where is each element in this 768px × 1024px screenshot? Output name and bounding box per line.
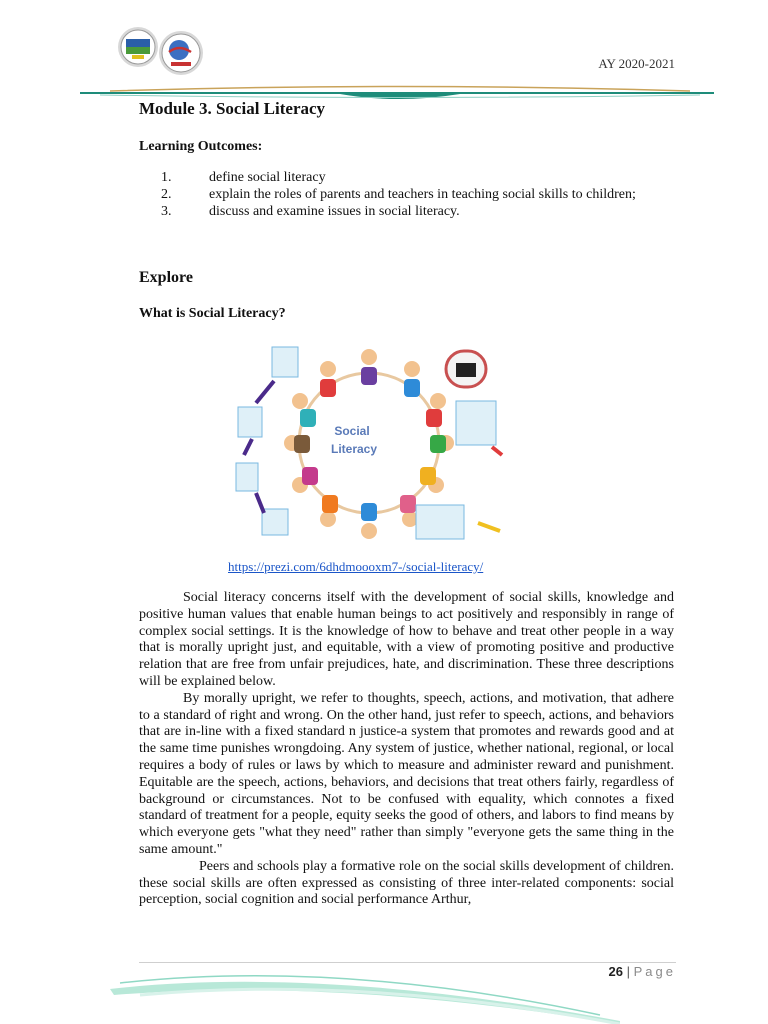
page-word: Page [633,964,676,979]
illustration-center-label: Social [334,424,370,438]
header-logos [117,26,209,76]
page-number-separator: | [626,964,630,979]
paragraph-social-literacy: Social literacy concerns itself with the development of social skills, knowledge and positive human values that enable human beings to act positively and responsibly in range of complex social settings. It is the knowledge of how to behave and treat other people in a way that is morally upright just, and equitable, with a view of promoting positive and productive relation that are free from unfair prejudices, hate, and discrimination. These three descriptions will be explained below. [139,590,674,689]
source-link[interactable]: https://prezi.com/6dhdmoooxm7-/social-literacy/ [228,559,484,574]
list-item [139,203,674,220]
illustration-center-label: Literacy [330,442,378,456]
footer-decorative-swoosh [100,955,620,1024]
paragraph-peers-schools: Peers and schools play a formative role on the social skills development of children. these social skills are often expressed as consisting of three inter-related components: social perception, social cognition and social performance Arthur, [139,858,674,908]
learning-outcomes-list [139,169,674,220]
page-number [609,964,676,979]
list-item [139,186,674,203]
school-seal-icon [118,27,158,67]
institution-seal-icon [159,31,203,75]
list-item-number: 1. [161,170,172,185]
list-item-text: explain the roles of parents and teachers in teaching social skills to children; [209,187,636,202]
page-number-value: 26 [608,964,623,979]
module-title: Module 3. Social Literacy [139,99,326,118]
list-item-text: define social literacy [209,170,326,185]
section-subheading: What is Social Literacy? [139,306,286,321]
social-literacy-illustration [234,343,506,543]
footer-divider [139,962,676,963]
list-item-number: 2. [161,187,172,202]
list-item-text: discuss and examine issues in social literacy. [209,204,460,219]
list-item-number: 3. [161,204,172,219]
learning-outcomes-heading: Learning Outcomes: [139,139,263,154]
explore-heading: Explore [139,269,193,286]
body-text [139,590,674,909]
paragraph-morally-upright: By morally upright, we refer to thoughts, speech, actions, and motivation, that adhere to a standard of right and wrong. On the other hand, just refer to speech, actions, and behaviors that are in-line with a fixed standard n justice-a system that promotes and rewards good and at the same time punishes wrongdoing. Any system of justice, whether national, regional, or local requires a body of rules or laws by which to measure and administer reward and punishment. Equitable are the speech, actions, behaviors, and decisions that treat others fairly, regardless of background or circumstances. Not to be confused with equality, which connotes a fixed standard of treatment for a people, equity seeks the good of others, and labors to find means by which everyone gets "what they need" rather than simply "everyone gets the same thing in the same amount." [139,690,674,857]
list-item [139,169,674,186]
academic-year: AY 2020-2021 [598,56,675,71]
